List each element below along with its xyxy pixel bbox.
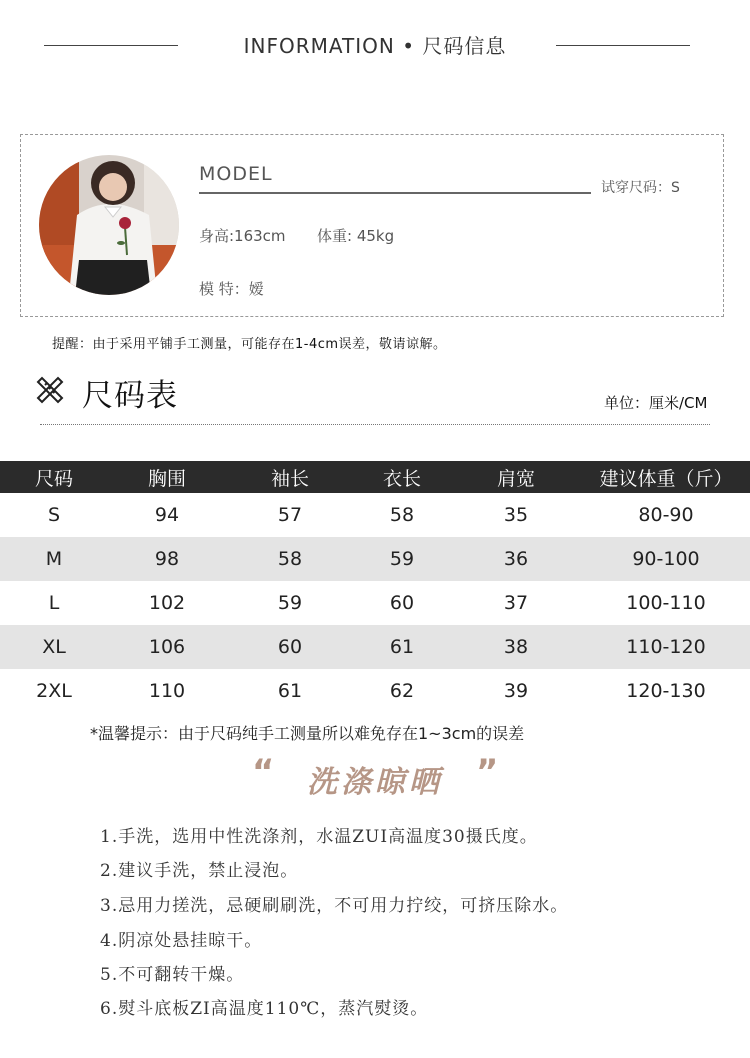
table-cell: 38 (503, 636, 529, 658)
table-row (0, 537, 750, 581)
header-cell: 建议体重（斤） (599, 467, 733, 490)
table-cell: 36 (503, 548, 529, 570)
model-photo (39, 155, 179, 295)
model-info-card (20, 134, 724, 317)
washing-item: 2.建议手洗，禁止浸泡。 (100, 861, 299, 881)
try-size: 试穿尺码：S (601, 180, 680, 196)
washing-item: 5.不可翻转干燥。 (100, 965, 245, 985)
measurement-notice: 提醒：由于采用平铺手工测量，可能存在1-4cm误差，敬请谅解。 (52, 337, 447, 352)
table-cell: 58 (277, 548, 303, 570)
model-name: 模 特：嫒 (199, 280, 264, 298)
header-cell: 尺码 (34, 467, 73, 490)
unit-label: 单位：厘米/CM (604, 394, 708, 412)
model-weight: 体重: 45kg (317, 227, 395, 245)
section-title: INFORMATION • 尺码信息 (243, 34, 507, 58)
size-tip: *温馨提示：由于尺码纯手工测量所以难免存在1~3cm的误差 (90, 724, 525, 743)
table-cell: 39 (503, 680, 529, 702)
table-cell: S (47, 504, 61, 526)
table-cell: 102 (148, 592, 186, 614)
table-cell: 58 (389, 504, 415, 526)
model-label: MODEL (199, 163, 273, 185)
table-cell: 110-120 (626, 636, 706, 658)
washing-title: 洗涤晾晒 (307, 765, 443, 800)
table-cell: 98 (154, 548, 180, 570)
table-cell: 106 (148, 636, 186, 658)
table-cell: 37 (503, 592, 529, 614)
table-row (0, 625, 750, 669)
table-row (0, 669, 750, 713)
table-cell: 57 (277, 504, 303, 526)
size-table (0, 461, 750, 713)
table-row (0, 493, 750, 537)
table-cell: 61 (389, 636, 415, 658)
table-cell: 100-110 (626, 592, 706, 614)
washing-item: 6.熨斗底板ZI高温度110℃，蒸汽熨烫。 (100, 999, 429, 1019)
table-cell: 110 (148, 680, 186, 702)
table-cell: M (45, 548, 63, 570)
table-cell: 120-130 (626, 680, 706, 702)
table-cell: L (48, 592, 60, 614)
table-cell: 59 (277, 592, 303, 614)
table-row (0, 581, 750, 625)
table-cell: 59 (389, 548, 415, 570)
open-quote: “ (252, 752, 275, 792)
washing-item: 4.阴凉处悬挂晾干。 (100, 931, 263, 951)
dotted-divider (40, 424, 710, 425)
ruler-cross-icon (34, 374, 66, 406)
header-cell: 胸围 (147, 467, 186, 490)
table-cell: XL (42, 636, 66, 658)
table-cell: 60 (389, 592, 415, 614)
table-cell: 61 (277, 680, 303, 702)
close-quote: ” (476, 752, 499, 792)
header-cell: 袖长 (270, 467, 309, 490)
table-cell: 2XL (36, 680, 72, 702)
table-header-row (0, 461, 750, 493)
table-cell: 60 (277, 636, 303, 658)
model-underline (199, 192, 591, 194)
washing-item: 3.忌用力搓洗，忌硬刷刷洗，不可用力拧绞，可挤压除水。 (100, 896, 569, 916)
table-cell: 35 (503, 504, 529, 526)
header-cell: 肩宽 (496, 467, 535, 490)
header-cell: 衣长 (382, 467, 421, 490)
size-chart-title: 尺码表 (82, 378, 178, 414)
table-cell: 94 (154, 504, 180, 526)
table-cell: 90-100 (632, 548, 700, 570)
washing-item: 1.手洗，选用中性洗涤剂，水温ZUI高温度30摄氏度。 (100, 827, 538, 847)
model-height: 身高:163cm (199, 227, 286, 245)
table-cell: 62 (389, 680, 415, 702)
table-cell: 80-90 (638, 504, 694, 526)
